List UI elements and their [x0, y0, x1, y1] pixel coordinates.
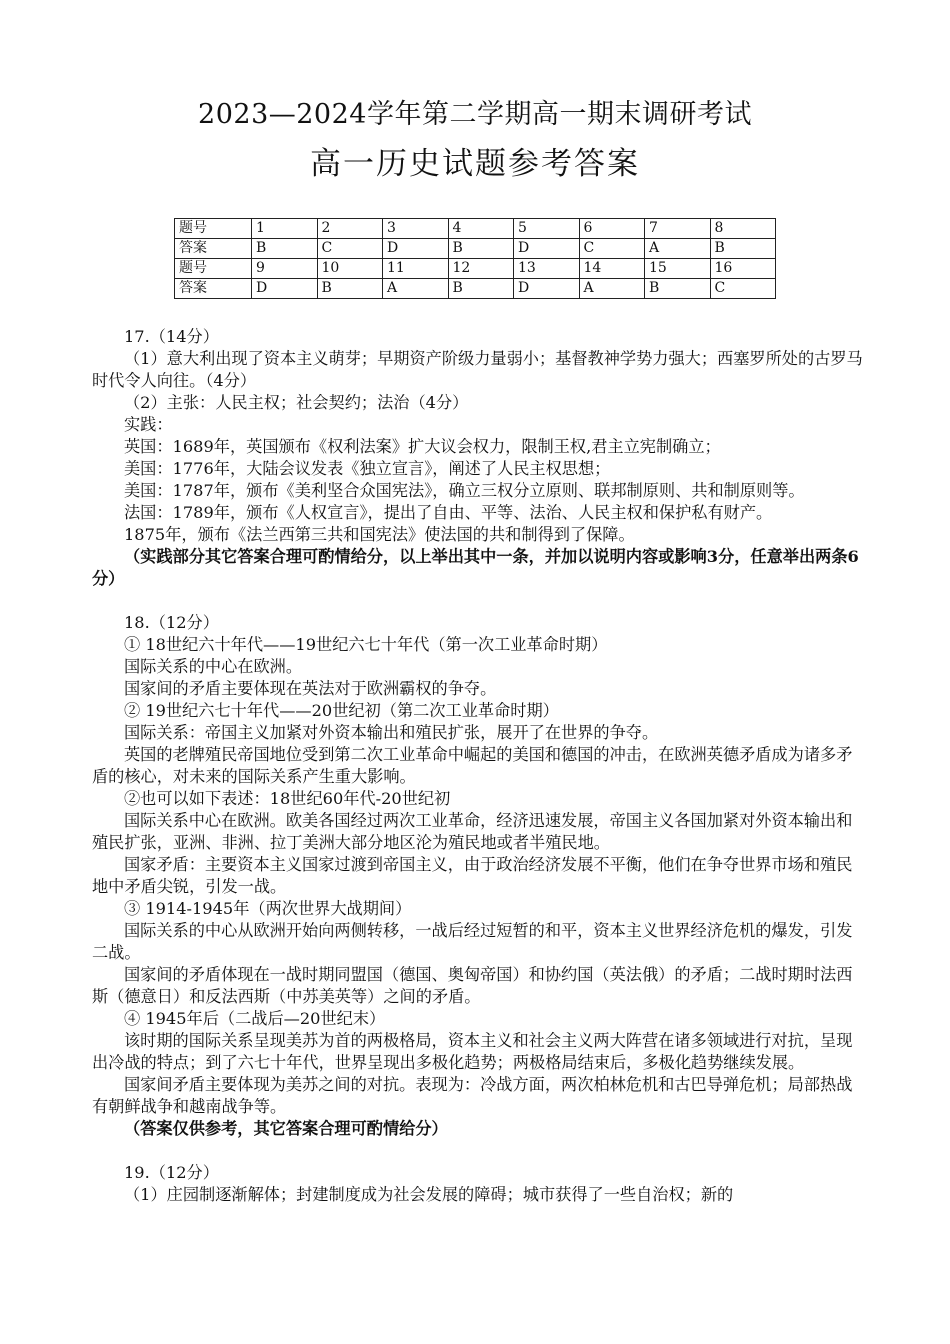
q17-paragraph: 美国：1776年，大陆会议发表《独立宣言》，阐述了人民主权思想； — [124, 459, 611, 478]
answer-table-cell: 7 — [645, 219, 711, 239]
answer-table-cell: 4 — [448, 219, 514, 239]
q18-paragraph: 该时期的国际关系呈现美苏为首的两极格局，资本主义和社会主义两大阵营在诸多领域进行对抗，呈现出冷战的特点；到了六七十年代，世界呈现出多极化趋势；两极格局结束后，多极化趋势继续发展。 — [92, 1031, 853, 1072]
answer-table-cell: D — [252, 279, 318, 299]
q17-paragraph: （2）主张：人民主权；社会契约；法治（4分） — [124, 393, 469, 412]
answer-table-cell: A — [383, 279, 449, 299]
answer-table-cell: 6 — [579, 219, 645, 239]
q19-paragraph: （1）庄园制逐渐解体；封建制度成为社会发展的障碍；城市获得了一些自治权；新的 — [124, 1185, 734, 1204]
answer-table-cell: B — [317, 279, 383, 299]
q17-scoring-note: （实践部分其它答案合理可酌情给分，以上举出其中一条，并加以说明内容或影响3分，任意举出两条6分） — [92, 547, 859, 588]
q18-paragraph: 国际关系的中心在欧洲。 — [124, 657, 303, 676]
q17-paragraph: 1875年，颁布《法兰西第三共和国宪法》使法国的共和制得到了保障。 — [124, 525, 635, 544]
q18-paragraph: 国际关系中心在欧洲。欧美各国经过两次工业革命，经济迅速发展，帝国主义各国加紧对外资本输出和殖民扩张，亚洲、非洲、拉丁美洲大部分地区沦为殖民地或者半殖民地。 — [92, 811, 853, 852]
answer-table-cell: D — [383, 239, 449, 259]
answer-table-cell: C — [579, 239, 645, 259]
answer-table-row — [175, 279, 776, 299]
q17-heading: 17.（14分） — [124, 327, 219, 346]
q18-paragraph: ④ 1945年后（二战后—20世纪末） — [124, 1009, 386, 1028]
q18-paragraph: 国家间的矛盾主要体现在英法对于欧洲霸权的争夺。 — [124, 679, 497, 698]
answer-table-cell: 1 — [252, 219, 318, 239]
q17-paragraph: 实践： — [124, 415, 173, 434]
q18-paragraph: 国家间的矛盾体现在一战时期同盟国（德国、奥匈帝国）和协约国（英法俄）的矛盾；二战时期时法西斯（德意日）和反法西斯（中苏美英等）之间的矛盾。 — [92, 965, 853, 1006]
answer-table-cell: D — [514, 279, 580, 299]
answer-table-row — [175, 219, 776, 239]
answer-table-cell: B — [710, 239, 776, 259]
answer-table-cell: B — [645, 279, 711, 299]
answer-table-row — [175, 259, 776, 279]
answer-table-cell: 13 — [514, 259, 580, 279]
exam-title: 2023—2024学年第二学期高一期末调研考试 — [198, 99, 752, 130]
q18-paragraph: 英国的老牌殖民帝国地位受到第二次工业革命中崛起的美国和德国的冲击，在欧洲英德矛盾成为诸多矛盾的核心，对未来的国际关系产生重大影响。 — [92, 745, 853, 786]
q18-paragraph: ② 19世纪六七十年代——20世纪初（第二次工业革命时期） — [124, 701, 559, 720]
answer-table-row-label: 答案 — [175, 239, 252, 259]
answer-table-cell: B — [252, 239, 318, 259]
answer-table-row — [175, 239, 776, 259]
answer-table-cell: C — [710, 279, 776, 299]
answer-table-cell: 9 — [252, 259, 318, 279]
answer-table-row-label: 题号 — [175, 259, 252, 279]
answer-table-cell: 11 — [383, 259, 449, 279]
q18-paragraph: ③ 1914-1945年（两次世界大战期间） — [124, 899, 412, 918]
q18-paragraph: 国家间矛盾主要体现为美苏之间的对抗。表现为：冷战方面，两次柏林危机和古巴导弹危机；局部热战有朝鲜战争和越南战争等。 — [92, 1075, 853, 1116]
answer-table-cell: 2 — [317, 219, 383, 239]
q17-paragraph: 英国：1689年，英国颁布《权利法案》扩大议会权力，限制王权,君主立宪制确立； — [124, 437, 721, 456]
answer-table-cell: 3 — [383, 219, 449, 239]
q18-scoring-note: （答案仅供参考，其它答案合理可酌情给分） — [124, 1119, 448, 1138]
answer-table — [174, 218, 776, 299]
q18-heading: 18.（12分） — [124, 613, 219, 632]
answer-table-cell: B — [448, 279, 514, 299]
q18-paragraph: 国家矛盾：主要资本主义国家过渡到帝国主义，由于政治经济发展不平衡，他们在争夺世界市场和殖民地中矛盾尖锐，引发一战。 — [92, 855, 853, 896]
answer-key-title: 高一历史试题参考答案 — [310, 146, 640, 182]
q17-paragraph: （1）意大利出现了资本主义萌芽；早期资产阶级力量弱小；基督教神学势力强大；西塞罗所处的古罗马时代令人向往。（4分） — [92, 349, 863, 390]
q17-paragraph: 美国：1787年，颁布《美利坚合众国宪法》，确立三权分立原则、联邦制原则、共和制原则等。 — [124, 481, 805, 500]
answer-table-cell: 14 — [579, 259, 645, 279]
q17-paragraph: 法国：1789年，颁布《人权宣言》，提出了自由、平等、法治、人民主权和保护私有财产。 — [124, 503, 773, 522]
answer-table-row-label: 题号 — [175, 219, 252, 239]
answer-table-cell: 12 — [448, 259, 514, 279]
answer-table-cell: 15 — [645, 259, 711, 279]
q18-paragraph: 国际关系：帝国主义加紧对外资本输出和殖民扩张，展开了在世界的争夺。 — [124, 723, 659, 742]
answer-table-cell: B — [448, 239, 514, 259]
answer-table-cell: 5 — [514, 219, 580, 239]
answer-table-cell: 16 — [710, 259, 776, 279]
answer-table-cell: D — [514, 239, 580, 259]
answer-table-cell: A — [579, 279, 645, 299]
q18-paragraph: ① 18世纪六十年代——19世纪六七十年代（第一次工业革命时期） — [124, 635, 608, 654]
answer-body — [92, 326, 864, 1206]
answer-table-cell: A — [645, 239, 711, 259]
answer-table-row-label: 答案 — [175, 279, 252, 299]
q18-paragraph: 国际关系的中心从欧洲开始向两侧转移，一战后经过短暂的和平，资本主义世界经济危机的爆发，引发二战。 — [92, 921, 853, 962]
answer-table-cell: 8 — [710, 219, 776, 239]
answer-table-cell: 10 — [317, 259, 383, 279]
answer-table-cell: C — [317, 239, 383, 259]
q18-paragraph: ②也可以如下表述：18世纪60年代-20世纪初 — [124, 789, 451, 808]
q19-heading: 19.（12分） — [124, 1163, 219, 1182]
